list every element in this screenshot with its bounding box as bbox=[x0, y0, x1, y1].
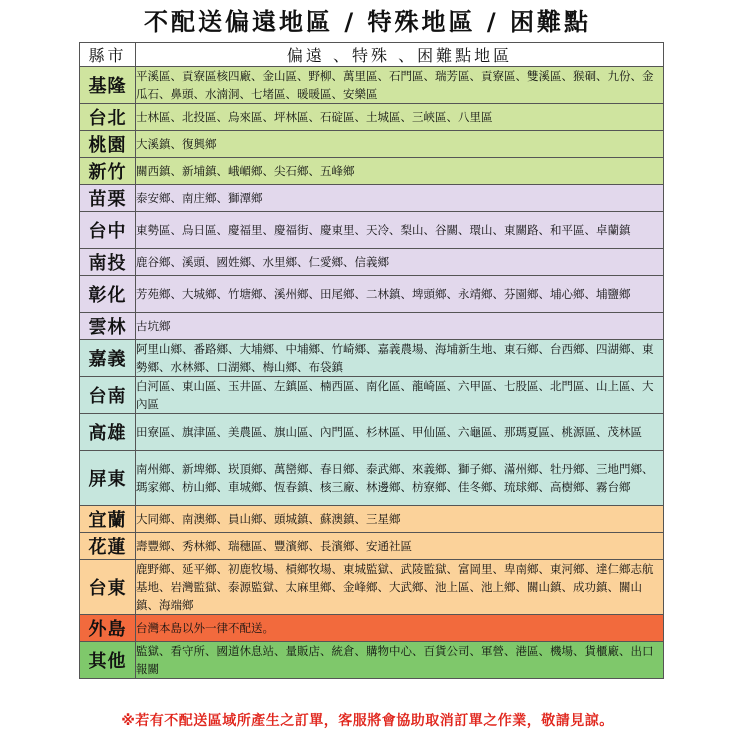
table-row bbox=[80, 276, 664, 313]
county-cell: 外島 bbox=[80, 615, 136, 642]
county-cell: 嘉義 bbox=[80, 340, 136, 377]
areas-cell: 古坑鄉 bbox=[136, 313, 664, 340]
areas-cell: 大溪鎮、復興鄉 bbox=[136, 131, 664, 158]
county-cell: 台東 bbox=[80, 560, 136, 615]
table-row bbox=[80, 249, 664, 276]
county-cell: 基隆 bbox=[80, 67, 136, 104]
county-cell: 高雄 bbox=[80, 414, 136, 451]
county-cell: 南投 bbox=[80, 249, 136, 276]
county-cell: 雲林 bbox=[80, 313, 136, 340]
table-row bbox=[80, 615, 664, 642]
table-row bbox=[80, 414, 664, 451]
table-row bbox=[80, 67, 664, 104]
county-cell: 新竹 bbox=[80, 158, 136, 185]
county-cell: 花蓮 bbox=[80, 533, 136, 560]
table-row bbox=[80, 104, 664, 131]
county-cell: 彰化 bbox=[80, 276, 136, 313]
table-row bbox=[80, 340, 664, 377]
county-cell: 桃園 bbox=[80, 131, 136, 158]
county-cell: 苗栗 bbox=[80, 185, 136, 212]
areas-cell: 鹿野鄉、延平鄉、初鹿牧場、槓鄉牧場、東城監獄、武陵監獄、富岡里、卑南鄉、東河鄉、達仁鄉志航基地、岩灣監獄、泰源監獄、太麻里鄉、金峰鄉、大武鄉、池上區、池上鄉、關山鎮、成功鎮、關山鎮、海端鄉 bbox=[136, 560, 664, 615]
table-row bbox=[80, 158, 664, 185]
county-cell: 宜蘭 bbox=[80, 506, 136, 533]
county-cell: 台北 bbox=[80, 104, 136, 131]
remote-areas-table bbox=[79, 42, 664, 679]
county-cell: 其他 bbox=[80, 642, 136, 679]
table-row bbox=[80, 642, 664, 679]
areas-cell: 鹿谷鄉、溪頭、國姓鄉、水里鄉、仁愛鄉、信義鄉 bbox=[136, 249, 664, 276]
table-row bbox=[80, 451, 664, 506]
areas-cell: 泰安鄉、南庄鄉、獅潭鄉 bbox=[136, 185, 664, 212]
county-cell: 屏東 bbox=[80, 451, 136, 506]
areas-cell: 平溪區、貢寮區核四廠、金山區、野柳、萬里區、石門區、瑞芳區、貢寮區、雙溪區、猴硐、九份、金瓜石、鼻頭、水湳洞、七堵區、暖暖區、安樂區 bbox=[136, 67, 664, 104]
areas-cell: 南州鄉、新埤鄉、崁頂鄉、萬巒鄉、春日鄉、泰武鄉、來義鄉、獅子鄉、滿州鄉、牡丹鄉、三地門鄉、瑪家鄉、枋山鄉、車城鄉、恆春鎮、核三廠、林邊鄉、枋寮鄉、佳冬鄉、琉球鄉、高樹鄉、霧台鄉 bbox=[136, 451, 664, 506]
county-cell: 台南 bbox=[80, 377, 136, 414]
areas-cell: 監獄、看守所、國道休息站、量販店、統倉、購物中心、百貨公司、軍營、港區、機場、貨櫃廠、出口報關 bbox=[136, 642, 664, 679]
table-row bbox=[80, 560, 664, 615]
table-row bbox=[80, 533, 664, 560]
county-column-header: 縣市 bbox=[80, 43, 136, 67]
areas-cell: 台灣本島以外一律不配送。 bbox=[136, 615, 664, 642]
areas-cell: 東勢區、烏日區、慶福里、慶福街、慶東里、天冷、梨山、谷關、環山、東關路、和平區、卓蘭鎮 bbox=[136, 212, 664, 249]
areas-cell: 阿里山鄉、番路鄉、大埔鄉、中埔鄉、竹崎鄉、嘉義農場、海埔新生地、東石鄉、台西鄉、四湖鄉、東勢鄉、水林鄉、口湖鄉、梅山鄉、布袋鎮 bbox=[136, 340, 664, 377]
areas-cell: 芳苑鄉、大城鄉、竹塘鄉、溪州鄉、田尾鄉、二林鎮、埤頭鄉、永靖鄉、芬園鄉、埔心鄉、埔鹽鄉 bbox=[136, 276, 664, 313]
table-header-row bbox=[80, 43, 664, 67]
page-title: 不配送偏遠地區 / 特殊地區 / 困難點 bbox=[144, 8, 591, 36]
areas-cell: 關西鎮、新埔鎮、峨嵋鄉、尖石鄉、五峰鄉 bbox=[136, 158, 664, 185]
areas-column-header: 偏遠 、特殊 、困難點地區 bbox=[136, 43, 664, 67]
table-row bbox=[80, 212, 664, 249]
areas-cell: 田寮區、旗津區、美農區、旗山區、內門區、杉林區、甲仙區、六龜區、那瑪夏區、桃源區、茂林區 bbox=[136, 414, 664, 451]
county-cell: 台中 bbox=[80, 212, 136, 249]
table-row bbox=[80, 313, 664, 340]
footnote: ※若有不配送區域所產生之訂單，客服將會協助取消訂單之作業，敬請見諒。 bbox=[121, 713, 614, 729]
areas-cell: 壽豐鄉、秀林鄉、瑞穗區、豐濱鄉、長濱鄉、安通社區 bbox=[136, 533, 664, 560]
areas-cell: 士林區、北投區、烏來區、坪林區、石碇區、土城區、三峽區、八里區 bbox=[136, 104, 664, 131]
table-row bbox=[80, 185, 664, 212]
areas-cell: 大同鄉、南澳鄉、員山鄉、頭城鎮、蘇澳鎮、三星鄉 bbox=[136, 506, 664, 533]
table-row bbox=[80, 131, 664, 158]
areas-cell: 白河區、東山區、玉井區、左鎮區、楠西區、南化區、龍崎區、六甲區、七股區、北門區、山上區、大內區 bbox=[136, 377, 664, 414]
table-row bbox=[80, 506, 664, 533]
table-row bbox=[80, 377, 664, 414]
